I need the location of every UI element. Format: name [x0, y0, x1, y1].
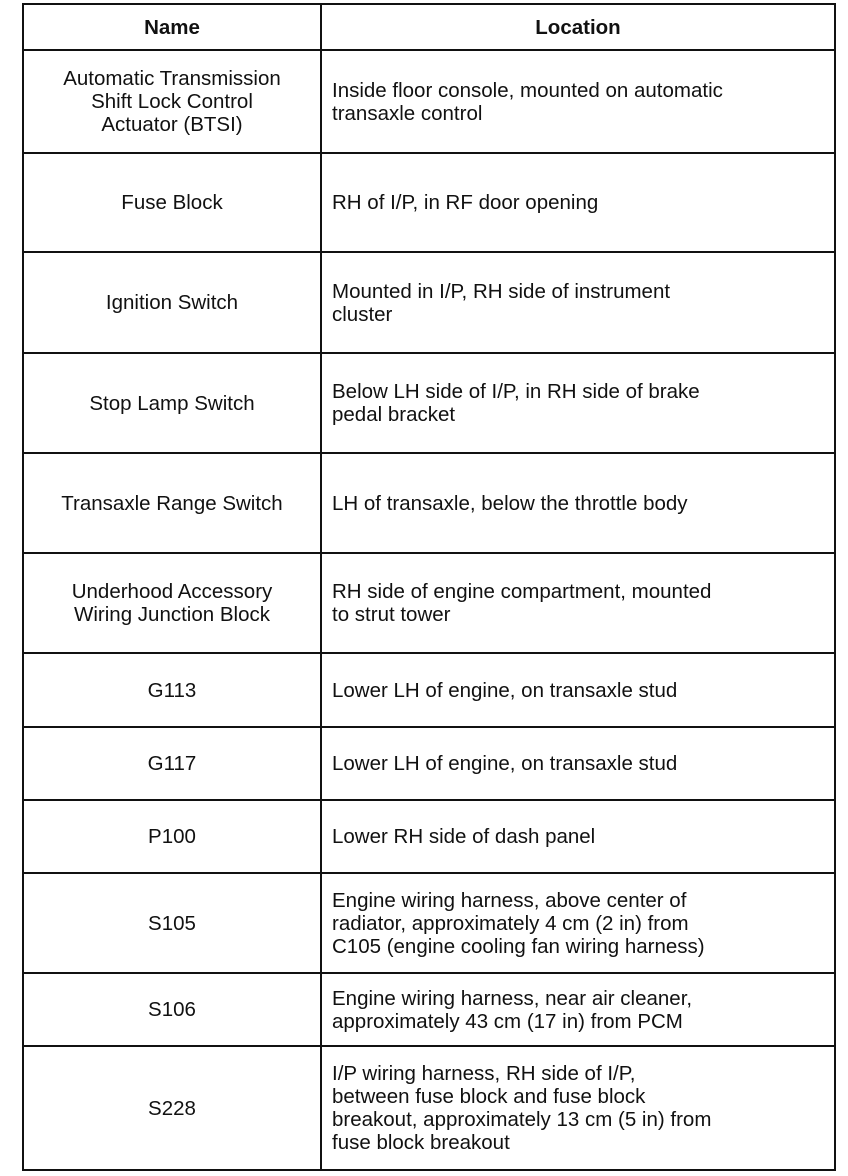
- component-name: S105: [148, 911, 196, 935]
- component-location: Lower LH of engine, on transaxle stud: [332, 752, 678, 775]
- table-row: [23, 553, 835, 653]
- table-row: [23, 153, 835, 252]
- component-name-cell: [23, 453, 321, 553]
- component-location: Engine wiring harness, above center of radiator, approximately 4 cm (2 in) from C105 (engine cooling fan wiring harness): [332, 888, 705, 958]
- location-column-header: Location: [321, 4, 835, 50]
- component-location: RH side of engine compartment, mounted to strut tower: [332, 580, 712, 626]
- component-location: RH of I/P, in RF door opening: [332, 191, 599, 214]
- component-name-cell: [23, 553, 321, 653]
- component-name: Automatic Transmission Shift Lock Control Actuator (BTSI): [63, 67, 281, 136]
- component-location-cell: [321, 153, 835, 252]
- component-location-cell: [321, 800, 835, 873]
- component-location-cell: [321, 453, 835, 553]
- component-name-cell: [23, 353, 321, 453]
- component-name: S228: [148, 1096, 196, 1120]
- component-location: Mounted in I/P, RH side of instrument cluster: [332, 279, 671, 326]
- component-name-cell: [23, 1046, 321, 1170]
- component-name: G117: [147, 752, 197, 775]
- component-location: LH of transaxle, below the throttle body: [332, 491, 688, 515]
- component-location-cell: [321, 873, 835, 973]
- component-location: Inside floor console, mounted on automatic transaxle control: [332, 78, 723, 125]
- component-location-cell: [321, 973, 835, 1046]
- component-location-cell: [321, 653, 835, 727]
- component-location: Below LH side of I/P, in RH side of brake pedal bracket: [332, 380, 700, 426]
- table-row: [23, 252, 835, 353]
- component-location-cell: [321, 353, 835, 453]
- table-row: [23, 50, 835, 153]
- component-name-cell: [23, 50, 321, 153]
- component-location-cell: [321, 1046, 835, 1170]
- table-row: [23, 800, 835, 873]
- component-name-cell: [23, 252, 321, 353]
- component-location: Lower LH of engine, on transaxle stud: [332, 678, 678, 702]
- component-location: Engine wiring harness, near air cleaner, approximately 43 cm (17 in) from PCM: [332, 986, 693, 1033]
- table-row: [23, 353, 835, 453]
- component-name: P100: [148, 825, 196, 848]
- component-name-cell: [23, 973, 321, 1046]
- component-location-table: [22, 3, 836, 1171]
- component-location-cell: [321, 50, 835, 153]
- component-name-cell: [23, 153, 321, 252]
- table-row: [23, 1046, 835, 1170]
- component-name: Underhood Accessory Wiring Junction Block: [71, 580, 273, 626]
- component-name: Fuse Block: [121, 191, 223, 214]
- component-name-cell: [23, 800, 321, 873]
- component-name: S106: [148, 998, 196, 1021]
- component-location: I/P wiring harness, RH side of I/P, between fuse block and fuse block breakout, approximately 13 cm (5 in) from fuse block breakout: [332, 1062, 712, 1154]
- component-location-cell: [321, 252, 835, 353]
- component-name-cell: [23, 727, 321, 800]
- component-name-cell: [23, 873, 321, 973]
- component-name-cell: [23, 653, 321, 727]
- name-column-header: Name: [23, 4, 321, 50]
- component-name: G113: [147, 678, 197, 702]
- header-row: [23, 4, 835, 50]
- component-name: Ignition Switch: [105, 291, 239, 314]
- table-row: [23, 653, 835, 727]
- table-row: [23, 453, 835, 553]
- component-location: Lower RH side of dash panel: [332, 825, 596, 848]
- component-location-cell: [321, 727, 835, 800]
- component-name: Transaxle Range Switch: [61, 491, 283, 515]
- table-row: [23, 973, 835, 1046]
- component-location-cell: [321, 553, 835, 653]
- component-name: Stop Lamp Switch: [89, 391, 255, 415]
- table-row: [23, 727, 835, 800]
- table-row: [23, 873, 835, 973]
